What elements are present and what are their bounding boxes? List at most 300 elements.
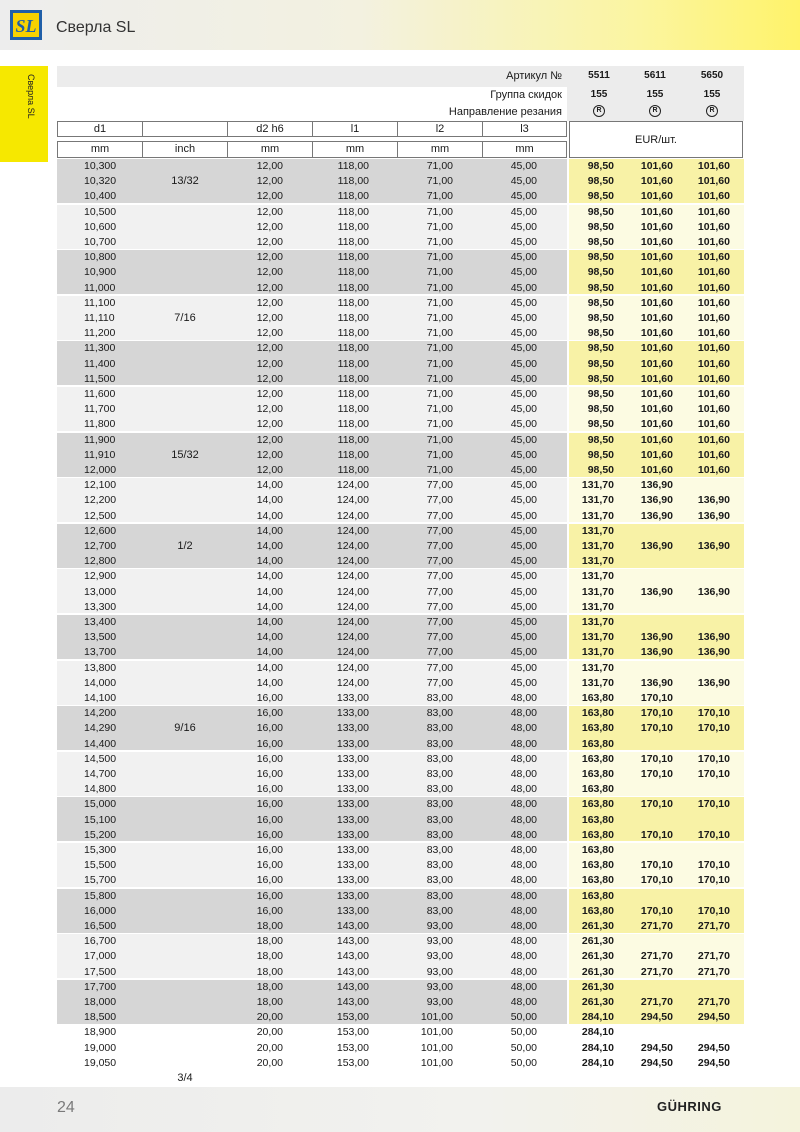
cell-l1: 118,00 [337,251,369,264]
cell-l3: 45,00 [510,631,537,644]
cell-d1: 15,500 [84,859,117,872]
inch-label: 3/4 [177,1072,193,1084]
cell-l2: 77,00 [426,479,453,492]
cell-d2: 16,00 [256,692,283,704]
cell-p1: 163,80 [581,813,614,826]
cell-p1: 131,70 [581,540,614,552]
cell-l1: 133,00 [336,904,369,917]
article-label: Артикул № [506,70,562,82]
cell-d2: 14,00 [256,676,283,689]
cell-d1: 14,800 [84,783,117,796]
cell-d1: 16,000 [84,904,117,917]
cell-p2: 136,90 [640,585,673,598]
table-row [57,250,744,265]
cell-l2: 93,00 [426,950,453,963]
cell-l1: 118,00 [337,236,369,248]
cell-p1: 163,80 [581,752,614,765]
cell-p2: 101,60 [640,251,673,264]
cell-d1: 11,910 [84,448,116,461]
cell-l1: 153,00 [336,1041,369,1054]
cell-d2: 14,00 [256,509,283,522]
cell-d2: 12,00 [256,372,283,385]
cell-d2: 18,00 [256,980,283,993]
cell-l3: 45,00 [510,205,537,218]
cell-l3: 48,00 [510,996,537,1008]
table-row [57,752,744,767]
cell-d2: 18,00 [256,920,283,932]
cell-p1: 98,50 [587,236,614,248]
cell-p1: 98,50 [587,296,614,309]
cell-p2: 170,10 [640,692,673,704]
cell-l3: 45,00 [510,464,537,476]
cell-p3: 101,60 [697,357,730,370]
cell-l3: 45,00 [510,251,537,264]
table-row [57,433,744,448]
cell-l2: 71,00 [426,312,453,324]
cell-l2: 71,00 [426,175,453,188]
cell-l3: 45,00 [510,296,537,309]
cell-p1: 131,70 [581,631,614,644]
cell-p3: 101,60 [697,342,730,355]
cell-l1: 124,00 [336,540,369,552]
cell-l2: 77,00 [426,646,453,659]
cell-d2: 18,00 [256,950,283,963]
cell-d1: 10,700 [84,236,117,248]
cell-d2: 20,00 [256,1011,283,1024]
cell-d1: 16,500 [84,920,117,932]
cell-l1: 124,00 [336,555,369,568]
cell-l2: 71,00 [426,327,453,340]
cell-p2: 101,60 [640,433,673,446]
table-row [57,372,744,387]
cell-l1: 133,00 [336,874,369,887]
cell-p3: 170,10 [697,798,730,811]
article-5511: 5511 [588,70,610,81]
cell-d2: 16,00 [256,874,283,887]
cell-l2: 101,00 [420,1026,453,1039]
cell-p3: 101,60 [697,296,730,309]
cell-d1: 12,800 [84,555,117,568]
cell-p1: 131,70 [581,661,614,674]
cell-l2: 93,00 [426,996,453,1008]
cell-l1: 133,00 [336,737,369,750]
table-row [57,281,744,296]
cell-p3: 170,10 [697,752,730,765]
cell-p2: 101,60 [640,342,673,355]
cell-l2: 83,00 [426,859,453,872]
inch-label: 13/32 [171,175,199,188]
cell-l1: 153,00 [336,1056,369,1069]
cell-d1: 13,400 [84,616,117,628]
cell-d1: 13,800 [84,661,117,674]
cell-d2: 14,00 [256,646,283,659]
cell-l2: 71,00 [426,388,453,400]
table-row [57,509,744,524]
cell-l2: 77,00 [426,524,453,537]
cell-p1: 261,30 [581,935,614,948]
cell-d1: 13,300 [84,600,117,613]
table-row [57,965,744,980]
unit-d1: mm [57,141,143,158]
right-hand-cut-icon: R [649,105,661,117]
price-header: EUR/шт. [569,121,743,158]
article-5650: 5650 [700,70,724,81]
right-hand-cut-icon: R [706,105,718,117]
cell-d1: 14,000 [84,676,117,689]
inch-label: 9/16 [174,722,196,735]
unit-inch: inch [142,141,228,158]
cell-p1: 163,80 [581,783,614,796]
cell-l3: 45,00 [510,342,537,355]
cell-d1: 14,700 [84,768,117,780]
unit-l2: mm [397,141,483,158]
cell-d1: 10,800 [84,251,117,264]
cell-l1: 118,00 [337,418,369,431]
cell-d2: 16,00 [256,768,283,780]
cell-d2: 14,00 [256,585,283,598]
cell-l3: 45,00 [510,312,537,324]
cell-p2: 101,60 [640,388,673,400]
cell-d1: 12,000 [84,464,117,476]
cell-p3: 170,10 [697,904,730,917]
cell-d1: 11,900 [84,433,116,446]
cell-l2: 101,00 [420,1011,453,1024]
cell-p1: 98,50 [587,266,614,279]
cell-d1: 13,000 [84,585,117,598]
cell-p3: 170,10 [697,859,730,872]
cell-l2: 71,00 [426,418,453,431]
cell-p2: 101,60 [640,372,673,385]
cell-l3: 45,00 [510,175,537,188]
cell-l1: 118,00 [337,281,369,294]
table-row [57,934,744,949]
discount-label: Группа скидок [490,89,562,101]
cell-p1: 261,30 [581,950,614,963]
cell-l2: 83,00 [426,828,453,841]
page-number: 24 [57,1099,75,1116]
cell-p1: 131,70 [581,585,614,598]
cell-l1: 143,00 [336,996,369,1008]
cell-l2: 93,00 [426,920,453,932]
cell-p3: 271,70 [697,950,730,963]
cell-l3: 45,00 [510,357,537,370]
cell-l1: 143,00 [336,920,369,932]
cell-l2: 71,00 [426,160,453,172]
table-row [57,326,744,341]
cell-d1: 11,110 [84,312,115,324]
cell-l2: 77,00 [426,585,453,598]
cell-d1: 10,500 [84,205,117,218]
cell-p2: 101,60 [640,403,673,416]
cell-l3: 45,00 [510,448,537,461]
cell-d1: 18,900 [84,1026,117,1039]
cell-l2: 71,00 [426,403,453,416]
discount-value: 155 [646,89,664,100]
cell-l3: 45,00 [510,646,537,659]
side-tab-label: Сверла SL [26,74,36,119]
cell-l3: 45,00 [510,616,537,628]
cell-l1: 133,00 [336,844,369,856]
cell-d1: 12,700 [84,540,117,552]
table-row [57,904,744,919]
cell-l1: 118,00 [337,190,369,203]
cell-p3: 271,70 [697,965,730,978]
right-hand-cut-icon: R [593,105,605,117]
cell-d2: 12,00 [256,327,283,340]
table-row [57,889,744,904]
cell-p2: 101,60 [640,464,673,476]
cell-p2: 101,60 [640,190,673,203]
cell-p2: 170,10 [640,828,673,841]
article-5611: 5611 [644,70,666,81]
cell-l3: 45,00 [510,555,537,568]
cell-l2: 83,00 [426,707,453,720]
cell-l1: 124,00 [336,600,369,613]
cell-l1: 133,00 [336,783,369,796]
cell-l2: 77,00 [426,494,453,507]
cell-l2: 83,00 [426,874,453,887]
cell-p3: 101,60 [697,251,730,264]
cell-l3: 50,00 [510,1011,537,1024]
cell-l3: 45,00 [510,190,537,203]
cell-l1: 124,00 [336,570,369,583]
cell-l3: 48,00 [510,980,537,993]
col-header-l2: l2 [397,121,483,137]
cell-d1: 11,200 [84,327,116,340]
cell-l3: 48,00 [510,722,537,735]
cell-l1: 124,00 [336,646,369,659]
cell-p1: 163,80 [581,707,614,720]
cell-l2: 71,00 [426,372,453,385]
cell-d2: 12,00 [256,357,283,370]
cell-p3: 101,60 [697,448,730,461]
cell-p2: 271,70 [640,950,673,963]
cell-l2: 101,00 [420,1041,453,1054]
cell-d2: 12,00 [256,388,283,400]
cell-p3: 101,60 [697,372,730,385]
cell-p3: 271,70 [697,920,730,932]
cell-d2: 14,00 [256,616,283,628]
cell-p1: 98,50 [587,342,614,355]
page-title: Сверла SL [56,19,136,36]
cell-d2: 16,00 [256,889,283,902]
cell-d2: 14,00 [256,631,283,644]
cell-d2: 12,00 [256,448,283,461]
cell-d1: 15,700 [84,874,117,887]
cell-l2: 77,00 [426,600,453,613]
cell-p2: 271,70 [640,920,673,932]
cell-l3: 45,00 [510,600,537,613]
cell-l1: 118,00 [337,175,369,188]
cell-p3: 101,60 [697,418,730,431]
cell-l3: 48,00 [510,707,537,720]
cell-p3: 101,60 [697,190,730,203]
cell-d1: 11,700 [84,403,116,416]
cell-l2: 83,00 [426,813,453,826]
cell-l2: 77,00 [426,540,453,552]
cell-p2: 101,60 [640,418,673,431]
cell-d2: 14,00 [256,540,283,552]
cell-d2: 12,00 [256,296,283,309]
cell-p2: 136,90 [640,494,673,507]
cell-l2: 77,00 [426,616,453,628]
cell-p1: 163,80 [581,828,614,841]
table-row [57,995,744,1010]
unit-l1: mm [312,141,398,158]
cell-p1: 131,70 [581,555,614,568]
cell-d1: 19,000 [84,1041,117,1054]
cell-d1: 13,500 [84,631,117,644]
cell-l3: 48,00 [510,874,537,887]
unit-d2: mm [227,141,313,158]
cell-p3: 101,60 [697,403,730,416]
cell-d2: 12,00 [256,220,283,233]
cell-p3: 136,90 [697,509,730,522]
cell-l1: 133,00 [336,828,369,841]
table-row [57,220,744,235]
cell-l3: 45,00 [510,388,537,400]
cell-p3: 136,90 [697,631,730,644]
cell-d2: 20,00 [256,1026,283,1039]
col-header-blank [142,121,228,137]
cell-l3: 48,00 [510,798,537,811]
cell-p1: 163,80 [581,844,614,856]
cell-l1: 118,00 [337,464,369,476]
cell-p1: 98,50 [587,251,614,264]
cell-p3: 294,50 [697,1011,730,1024]
table-row [57,691,744,706]
cell-d1: 10,900 [84,266,117,279]
cell-p2: 101,60 [640,266,673,279]
cell-d1: 17,000 [84,950,117,963]
article-row [57,68,567,85]
cell-d1: 13,700 [84,646,117,659]
cell-l2: 83,00 [426,904,453,917]
cell-p1: 284,10 [581,1011,614,1024]
cell-p1: 131,70 [581,509,614,522]
cell-l2: 71,00 [426,190,453,203]
cell-p3: 170,10 [697,874,730,887]
cell-d2: 18,00 [256,935,283,948]
cell-d1: 10,400 [84,190,117,203]
cell-d2: 12,00 [256,251,283,264]
discount-value: 155 [703,89,721,100]
cell-l3: 45,00 [510,433,537,446]
col-header-d1: d1 [57,121,143,137]
cell-l1: 124,00 [336,661,369,674]
cell-l3: 45,00 [510,494,537,507]
table-row [57,873,744,888]
cell-d1: 15,300 [84,844,117,856]
table-row [57,585,744,600]
cell-d1: 12,500 [84,509,117,522]
cell-l3: 45,00 [510,236,537,248]
cell-l1: 118,00 [337,403,369,416]
cell-p1: 98,50 [587,464,614,476]
cell-p1: 98,50 [587,388,614,400]
cell-l1: 118,00 [337,372,369,385]
table-row [57,524,744,539]
cell-d2: 14,00 [256,524,283,537]
cell-l3: 45,00 [510,585,537,598]
cell-p2: 170,10 [640,798,673,811]
cell-p3: 101,60 [697,464,730,476]
cell-d2: 16,00 [256,752,283,765]
cell-l2: 83,00 [426,768,453,780]
cell-p3: 101,60 [697,220,730,233]
cell-l3: 48,00 [510,904,537,917]
cell-d1: 11,800 [84,418,116,431]
cell-p2: 170,10 [640,859,673,872]
cell-p3: 271,70 [697,996,730,1008]
cell-d1: 12,900 [84,570,117,583]
cell-l1: 118,00 [337,205,369,218]
cell-l2: 71,00 [426,342,453,355]
cell-d1: 15,200 [84,828,117,841]
cell-l1: 124,00 [336,524,369,537]
table-row [57,797,744,812]
cell-d2: 18,00 [256,965,283,978]
cell-l2: 77,00 [426,661,453,674]
cell-p3: 101,60 [697,433,730,446]
cell-d2: 14,00 [256,570,283,583]
cell-l1: 118,00 [337,388,369,400]
cell-l3: 45,00 [510,509,537,522]
cell-l3: 50,00 [510,1026,537,1039]
table-row [57,676,744,691]
sl-logo-icon [10,10,42,40]
cell-l1: 133,00 [336,859,369,872]
cell-l2: 83,00 [426,844,453,856]
cell-l1: 133,00 [336,752,369,765]
cell-l3: 48,00 [510,752,537,765]
cell-p2: 170,10 [640,768,673,780]
table-row [57,843,744,858]
cell-l1: 124,00 [336,585,369,598]
cell-p1: 98,50 [587,357,614,370]
cell-d2: 16,00 [256,722,283,735]
cell-d2: 12,00 [256,175,283,188]
cell-p1: 284,10 [581,1041,614,1054]
cell-d2: 16,00 [256,813,283,826]
cell-l3: 48,00 [510,965,537,978]
cell-p3: 101,60 [697,205,730,218]
cell-l3: 48,00 [510,889,537,902]
table-row [57,782,744,797]
table-row [57,189,744,204]
cell-p3: 136,90 [697,540,730,552]
inch-label: 1/2 [177,540,193,552]
cell-l2: 83,00 [426,737,453,750]
cell-l1: 124,00 [336,509,369,522]
cell-d1: 16,700 [84,935,117,948]
cell-l3: 48,00 [510,783,537,796]
table-row [57,630,744,645]
table-row [57,767,744,782]
inch-label: 7/16 [174,312,196,324]
cell-d2: 16,00 [256,844,283,856]
table-row [57,661,744,676]
table-row [57,569,744,584]
cell-d2: 14,00 [256,661,283,674]
cell-l1: 118,00 [337,160,369,172]
cell-d1: 12,200 [84,494,117,507]
table-row [57,554,744,569]
unit-l3: mm [482,141,567,158]
cell-l1: 118,00 [337,327,369,340]
cell-l3: 45,00 [510,281,537,294]
cell-p1: 163,80 [581,904,614,917]
